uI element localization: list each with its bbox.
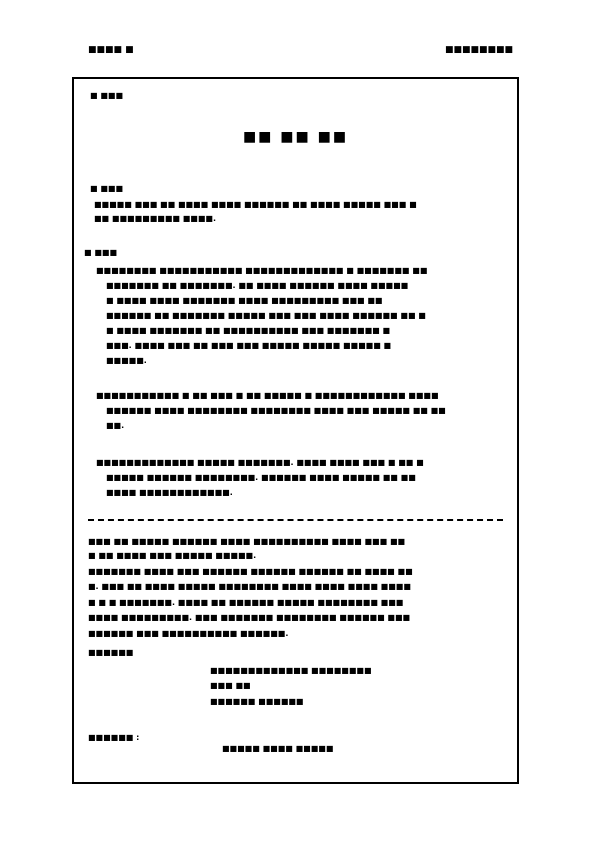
lower-paragraph-line: ■■■■ ■■■■■■■■■. ■■■ ■■■■■■■ ■■■■■■■■ ■■■■■■ ■■■: [88, 613, 411, 622]
center-line: ■■■ ■■: [210, 681, 251, 690]
item-3-line: ■■■■ ■■■■■■■■■■■■.: [106, 488, 233, 497]
section-2-heading: ■ ■■■: [84, 248, 118, 257]
item-1-line: ■■■■■■■ ■■ ■■■■■■■. ■■ ■■■■ ■■■■■■ ■■■■ ■■■■■: [106, 281, 409, 290]
center-line: ■■■■■■■■■■■■■ ■■■■■■■■: [210, 666, 372, 675]
lower-paragraph-line: ■■■ ■■ ■■■■■ ■■■■■■ ■■■■ ■■■■■■■■■■ ■■■■ ■■■ ■■: [88, 537, 406, 546]
sub-label: ■■■■■■: [88, 648, 134, 657]
section-1-line: ■■■■■ ■■■ ■■ ■■■■ ■■■■ ■■■■■■ ■■ ■■■■ ■■■■■ ■■■ ■: [94, 200, 417, 209]
item-2-line: ■■■■■■■■■■■ ■ ■■ ■■■ ■ ■■ ■■■■■ ■ ■■■■■■■■■■■■ ■■■■: [96, 391, 439, 400]
item-1-line: ■■■■■■■■ ■■■■■■■■■■■ ■■■■■■■■■■■■■ ■ ■■■■■■■ ■■: [96, 266, 428, 275]
document-frame: [72, 77, 519, 784]
center-line: ■■■■■■ ■■■■■■: [210, 697, 304, 706]
item-1-line: ■ ■■■■ ■■■■ ■■■■■■■ ■■■■ ■■■■■■■■■ ■■■ ■■: [106, 296, 383, 305]
item-1-line: ■■■■■■ ■■ ■■■■■■■ ■■■■■ ■■■ ■■■ ■■■■ ■■■■■■ ■■ ■: [106, 311, 426, 320]
dashed-divider: [88, 519, 503, 521]
item-2-line: ■■.: [106, 421, 125, 430]
page-header-right: ■■■■■■■■: [444, 45, 513, 55]
lower-paragraph-line: ■■■■■■■ ■■■■ ■■■ ■■■■■■ ■■■■■■ ■■■■■■ ■■ ■■■■ ■■: [88, 567, 413, 576]
section-1-heading: ■ ■■■: [90, 184, 124, 193]
page-header-left: ■■■■ ■: [88, 45, 134, 55]
lower-paragraph-line: ■. ■■■ ■■ ■■■■ ■■■■■ ■■■■■■■■ ■■■■ ■■■■ ■■■■ ■■■■: [88, 582, 411, 591]
item-1-line: ■■■■■.: [106, 356, 147, 365]
document-title: ■■ ■■ ■■: [242, 129, 349, 145]
footer-label: ■■■■■■ :: [88, 733, 140, 742]
corner-label: ■ ■■■: [90, 91, 124, 100]
footer-value: ■■■■■ ■■■■ ■■■■■: [222, 744, 334, 753]
section-1-line: ■■ ■■■■■■■■■ ■■■■.: [94, 214, 216, 223]
lower-paragraph-line: ■ ■ ■ ■■■■■■■. ■■■■ ■■ ■■■■■■ ■■■■■ ■■■■■■■■ ■■■: [88, 598, 404, 607]
lower-paragraph-line: ■■■■■■ ■■■ ■■■■■■■■■■ ■■■■■■.: [88, 629, 289, 638]
lower-paragraph-line: ■ ■■ ■■■■ ■■■ ■■■■■ ■■■■■.: [88, 551, 257, 560]
item-1-line: ■■■. ■■■■ ■■■ ■■ ■■■ ■■■ ■■■■■ ■■■■■ ■■■■■ ■: [106, 341, 392, 350]
item-3-line: ■■■■■ ■■■■■■ ■■■■■■■■. ■■■■■■ ■■■■ ■■■■■ ■■ ■■: [106, 473, 416, 482]
item-3-line: ■■■■■■■■■■■■■ ■■■■■ ■■■■■■■. ■■■■ ■■■■ ■■■ ■ ■■ ■: [96, 458, 424, 467]
item-2-line: ■■■■■■ ■■■■ ■■■■■■■■ ■■■■■■■■ ■■■■ ■■■ ■■■■■ ■■ ■■: [106, 406, 446, 415]
item-1-line: ■ ■■■■ ■■■■■■■ ■■ ■■■■■■■■■■ ■■■ ■■■■■■■ ■: [106, 326, 391, 335]
